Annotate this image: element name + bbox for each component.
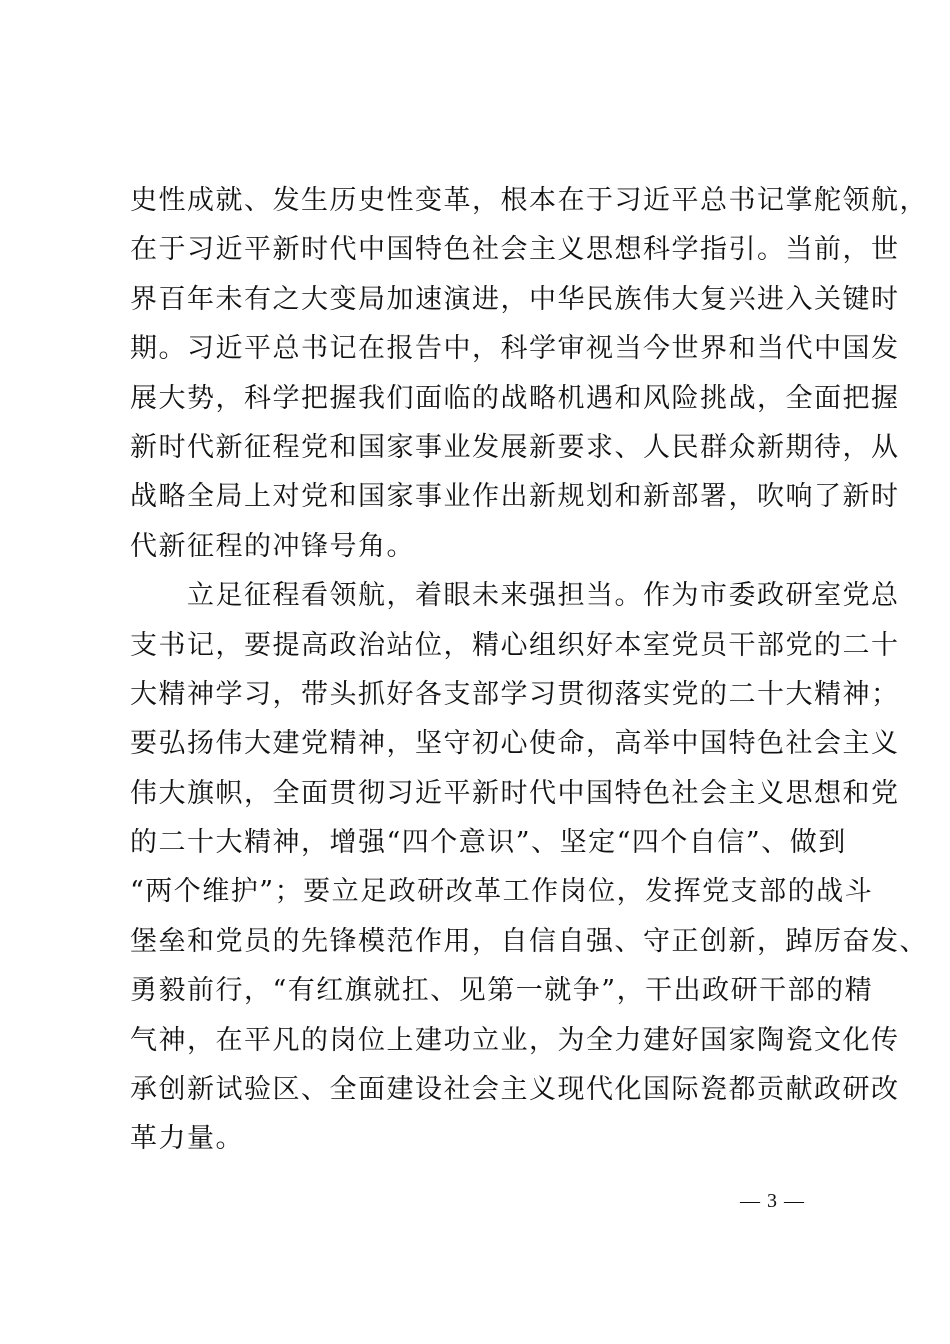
text-line: 承创新试验区、全面建设社会主义现代化国际瓷都贡献政研改 <box>130 1074 900 1106</box>
page-number: — 3 — <box>740 1190 805 1212</box>
text-line: 革力量。 <box>130 1123 244 1155</box>
text-line: 立足征程看领航，着眼未来强担当。作为市委政研室党总 <box>130 580 900 612</box>
text-line: 界百年未有之大变局加速演进，中华民族伟大复兴进入关键时 <box>130 283 900 315</box>
text-line: 代新征程的冲锋号角。 <box>130 530 415 562</box>
body-text <box>130 176 928 1164</box>
text-line: 气神，在平凡的岗位上建功立业，为全力建好国家陶瓷文化传 <box>130 1024 900 1056</box>
text-line: 大精神学习，带头抓好各支部学习贯彻落实党的二十大精神； <box>130 678 900 710</box>
text-line: 史性成就、发生历史性变革，根本在于习近平总书记掌舵领航， <box>130 185 928 216</box>
text-line: 期。习近平总书记在报告中，科学审视当今世界和当代中国发 <box>130 333 900 365</box>
text-line: 勇毅前行，“有红旗就扛、见第一就争”，干出政研干部的精 <box>130 975 874 1007</box>
text-line: 战略全局上对党和国家事业作出新规划和新部署，吹响了新时 <box>130 481 900 513</box>
text-line: 堡垒和党员的先锋模范作用，自信自强、守正创新，踔厉奋发、 <box>130 925 928 957</box>
text-line: 要弘扬伟大建党精神，坚守初心使命，高举中国特色社会主义 <box>130 728 900 760</box>
text-line: 新时代新征程党和国家事业发展新要求、人民群众新期待，从 <box>130 431 900 463</box>
text-line: 展大势，科学把握我们面临的战略机遇和风险挑战，全面把握 <box>130 382 900 414</box>
text-line: 的二十大精神，增强“四个意识”、坚定“四个自信”、做到 <box>130 827 847 859</box>
text-line: 在于习近平新时代中国特色社会主义思想科学指引。当前，世 <box>130 234 900 266</box>
text-line: 伟大旗帜，全面贯彻习近平新时代中国特色社会主义思想和党 <box>130 777 900 809</box>
text-line: 支书记，要提高政治站位，精心组织好本室党员干部党的二十 <box>130 629 900 661</box>
text-line: “两个维护”；要立足政研改革工作岗位，发挥党支部的战斗 <box>130 876 874 908</box>
